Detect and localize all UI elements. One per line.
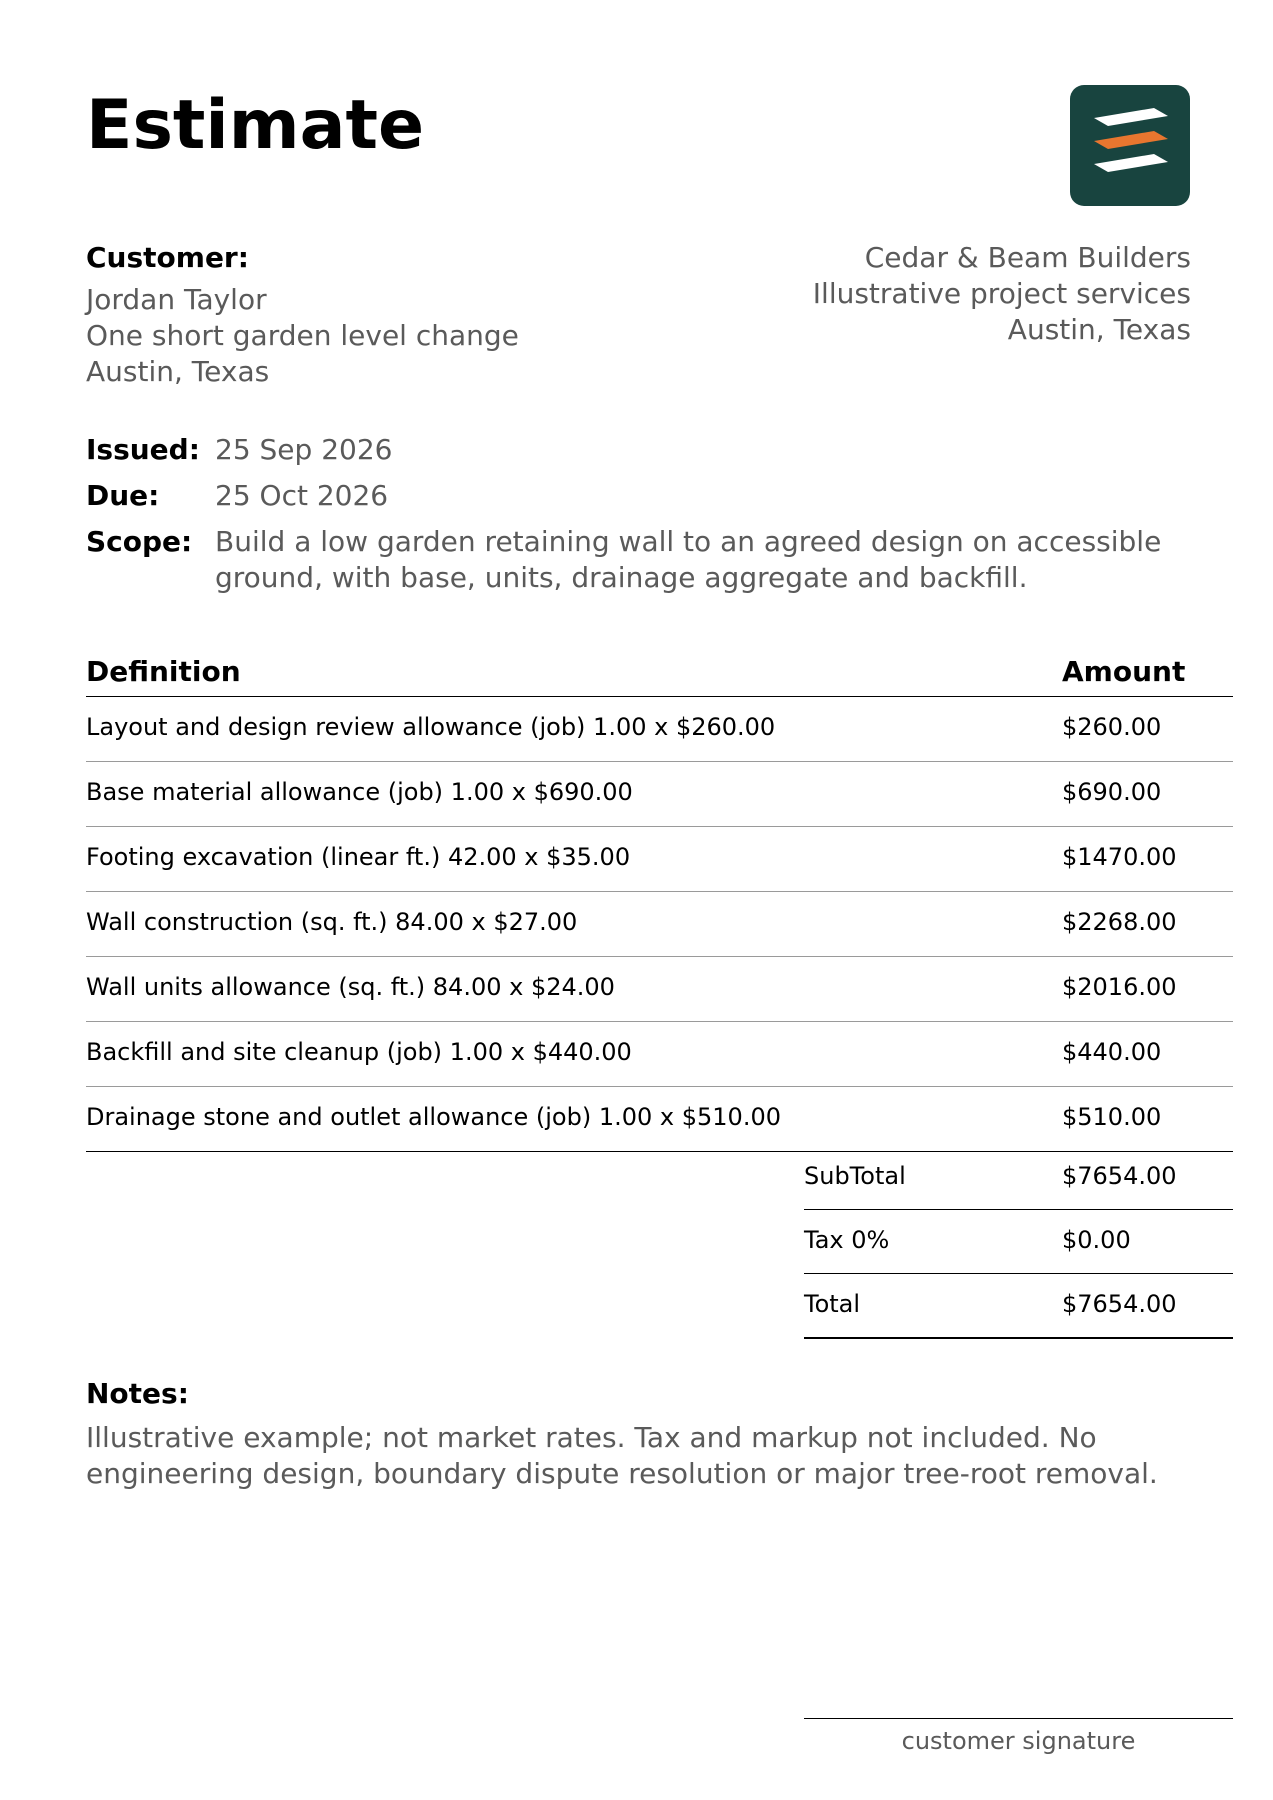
company-location: Austin, Texas	[1007, 313, 1191, 346]
table-row	[86, 697, 1233, 762]
scope-label: Scope:	[86, 525, 193, 558]
table-header	[86, 652, 1233, 697]
table-row	[86, 957, 1233, 1022]
definition-header: Definition	[86, 655, 241, 688]
item-amount: $440.00	[1062, 1038, 1162, 1066]
item-definition: Wall construction (sq. ft.) 84.00 x $27.00	[86, 908, 578, 936]
customer-block	[86, 240, 519, 390]
customer-project: One short garden level change	[86, 319, 519, 352]
item-amount: $260.00	[1062, 713, 1162, 741]
total-label: Total	[804, 1290, 861, 1318]
item-definition: Footing excavation (linear ft.) 42.00 x $35.00	[86, 843, 631, 871]
estimate-meta	[86, 432, 1196, 606]
totals-block	[804, 1146, 1233, 1339]
company-name: Cedar & Beam Builders	[864, 241, 1191, 274]
issued-row	[86, 432, 1196, 468]
item-definition: Base material allowance (job) 1.00 x $690.00	[86, 778, 633, 806]
due-date: 25 Oct 2026	[215, 479, 389, 512]
issued-label: Issued:	[86, 433, 200, 466]
signature-label: customer signature	[901, 1727, 1136, 1755]
total-value: $7654.00	[1062, 1290, 1177, 1318]
table-row	[86, 762, 1233, 827]
subtotal-value: $7654.00	[1062, 1162, 1177, 1190]
notes-text: Illustrative example; not market rates. Tax and markup not included. No engineering design, boundary dispute resolution or major tree-root removal.	[86, 1421, 1158, 1490]
issued-date: 25 Sep 2026	[215, 433, 393, 466]
table-row	[86, 827, 1233, 892]
scope-text: Build a low garden retaining wall to an agreed design on accessible ground, with base, units, drainage aggregate and backfill.	[215, 525, 1162, 594]
item-amount: $1470.00	[1062, 843, 1177, 871]
company-block	[813, 240, 1191, 348]
tax-row	[804, 1210, 1233, 1274]
table-row	[86, 1087, 1233, 1152]
signature-line[interactable]	[804, 1718, 1233, 1757]
page-title: Estimate	[86, 86, 425, 165]
notes-block	[86, 1376, 1196, 1492]
subtotal-row	[804, 1146, 1233, 1210]
tax-value: $0.00	[1062, 1226, 1131, 1254]
item-amount: $2016.00	[1062, 973, 1177, 1001]
item-amount: $510.00	[1062, 1103, 1162, 1131]
item-amount: $2268.00	[1062, 908, 1177, 936]
item-amount: $690.00	[1062, 778, 1162, 806]
amount-header: Amount	[1062, 655, 1186, 688]
customer-label: Customer:	[86, 241, 249, 274]
item-definition: Backfill and site cleanup (job) 1.00 x $440.00	[86, 1038, 632, 1066]
stacked-layers-icon	[1070, 85, 1190, 206]
due-label: Due:	[86, 479, 160, 512]
company-logo	[1070, 85, 1190, 206]
line-items-table	[86, 652, 1233, 1152]
tax-label: Tax 0%	[804, 1226, 890, 1254]
total-row	[804, 1274, 1233, 1339]
item-definition: Wall units allowance (sq. ft.) 84.00 x $24.00	[86, 973, 615, 1001]
item-definition: Layout and design review allowance (job) 1.00 x $260.00	[86, 713, 776, 741]
subtotal-label: SubTotal	[804, 1162, 906, 1190]
table-row	[86, 1022, 1233, 1087]
company-tagline: Illustrative project services	[812, 277, 1191, 310]
customer-name: Jordan Taylor	[86, 283, 267, 316]
notes-label: Notes:	[86, 1377, 189, 1410]
scope-row	[86, 524, 1196, 596]
customer-location: Austin, Texas	[86, 355, 270, 388]
item-definition: Drainage stone and outlet allowance (job) 1.00 x $510.00	[86, 1103, 781, 1131]
table-row	[86, 892, 1233, 957]
due-row	[86, 478, 1196, 514]
